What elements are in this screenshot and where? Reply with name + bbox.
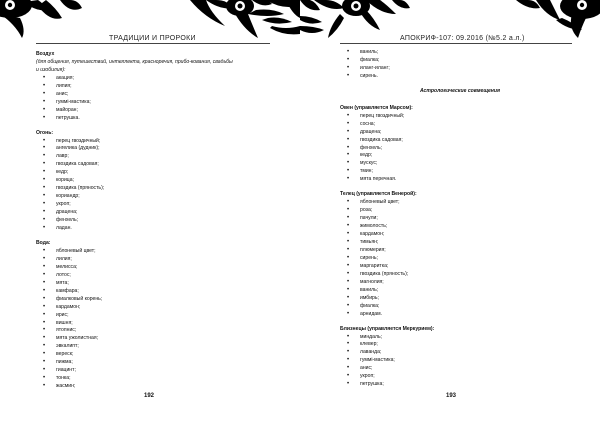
list-item: • фенхель; xyxy=(340,145,580,153)
list-item: • драцена; xyxy=(36,209,276,217)
list-item: • плюмерия; xyxy=(340,247,580,255)
running-head: ТРАДИЦИИ И ПРОРОКИ xyxy=(109,35,196,42)
list-item: • иланг-иланг; xyxy=(340,65,580,73)
list-item: • ирис; xyxy=(36,312,276,320)
list-item: • арнидам. xyxy=(340,311,580,319)
list-item: • гуммі-мастика; xyxy=(340,357,580,365)
list-item: • жасмин; xyxy=(36,383,276,391)
list-item: • лилия; xyxy=(36,256,276,264)
list-item: • перец гвоздичный; xyxy=(340,113,580,121)
list-gemini xyxy=(340,334,580,390)
list-taurus xyxy=(340,199,580,318)
list-item: • фиалка; xyxy=(340,57,580,65)
list-item: • мята; xyxy=(36,280,276,288)
list-top xyxy=(340,49,580,81)
list-item: • укроп; xyxy=(340,373,580,381)
right-column xyxy=(340,49,580,389)
list-item: • драцена; xyxy=(340,129,580,137)
list-item: • ятопнис; xyxy=(36,327,276,335)
list-item: • пачули; xyxy=(340,215,580,223)
list-item: • анис; xyxy=(36,91,276,99)
list-item: • фиалка; xyxy=(340,303,580,311)
list-item: • мята ужолистная; xyxy=(36,335,276,343)
list-item: • мелисса; xyxy=(36,264,276,272)
list-item: • камфара; xyxy=(36,288,276,296)
list-item: • миндаль; xyxy=(340,334,580,342)
list-item: • лавр; xyxy=(36,153,276,161)
list-item: • кедр; xyxy=(340,152,580,160)
list-item: • липия; xyxy=(36,83,276,91)
list-item: • петрушка. xyxy=(36,115,276,123)
list-item: • анис; xyxy=(340,365,580,373)
page-number: 193 xyxy=(446,393,457,399)
list-item: • перец гвоздичный; xyxy=(36,138,276,146)
list-item: • гвоздика (пряность); xyxy=(36,185,276,193)
list-item: • гиацинт; xyxy=(36,367,276,375)
list-item: • ваниль; xyxy=(340,49,580,57)
list-item: • гвоздика садовая; xyxy=(36,161,276,169)
list-item: • маргаритка; xyxy=(340,263,580,271)
list-item: • укроп; xyxy=(36,201,276,209)
section-title-gemini: Близнецы (управляется Меркурием): xyxy=(340,325,435,332)
list-item: • тонка; xyxy=(36,375,276,383)
list-item: • лотос; xyxy=(36,272,276,280)
header-rule xyxy=(36,43,270,44)
list-item: • магнолия; xyxy=(340,279,580,287)
list-item: • лаванда; xyxy=(340,349,580,357)
list-item: • сирень. xyxy=(340,73,580,81)
section-title-taurus: Телец (управляется Венерой): xyxy=(340,191,417,198)
list-item: • роза; xyxy=(340,207,580,215)
section-title-water: Вода: xyxy=(36,239,51,246)
list-item: • эвкалипт; xyxy=(36,343,276,351)
header-rule xyxy=(340,43,572,44)
list-item: • кориандр; xyxy=(36,193,276,201)
list-item: • ваниль; xyxy=(340,287,580,295)
list-water xyxy=(36,248,276,391)
list-air xyxy=(36,75,276,123)
list-item: • гуммі-мастика; xyxy=(36,99,276,107)
list-item: • пижма; xyxy=(36,359,276,367)
list-item: • фенхель; xyxy=(36,217,276,225)
list-aries xyxy=(340,113,580,185)
section-note-air: и изобилия): xyxy=(36,66,66,73)
list-item: • кардамон; xyxy=(340,231,580,239)
list-item: • кардамон; xyxy=(36,304,276,312)
list-item: • ангелика (дудник); xyxy=(36,145,276,153)
list-item: • имбирь; xyxy=(340,295,580,303)
list-item: • мускус; xyxy=(340,160,580,168)
section-title-aries: Овен (управляется Марсом): xyxy=(340,104,413,111)
section-title-fire: Огонь: xyxy=(36,129,54,136)
running-head: АПОКРИФ-107: 09.2016 (№5.2 а.л.) xyxy=(400,35,525,42)
list-item: • акация; xyxy=(36,75,276,83)
list-item: • кедр; xyxy=(36,169,276,177)
list-item: • яблоневый цвет; xyxy=(340,199,580,207)
left-column xyxy=(36,51,276,391)
list-item: • клевер; xyxy=(340,341,580,349)
list-item: • гвоздика садовая; xyxy=(340,137,580,145)
list-item: • тимьян; xyxy=(340,239,580,247)
list-item: • корица; xyxy=(36,177,276,185)
section-heading-astrology: Астрологические совмещения xyxy=(420,87,500,94)
list-item: • ладан. xyxy=(36,225,276,233)
list-item: • сирень; xyxy=(340,255,580,263)
list-item: • петрушка; xyxy=(340,381,580,389)
list-item: • яблоневый цвет; xyxy=(36,248,276,256)
section-note-air: (для общения, путешествий, интеллекта, красноречия, прибо-кования, свадьбы xyxy=(36,58,233,65)
list-fire xyxy=(36,138,276,233)
list-item: • жимолость; xyxy=(340,223,580,231)
list-item: • гвоздика (пряность); xyxy=(340,271,580,279)
list-item: • тмин; xyxy=(340,168,580,176)
list-item: • мята перечная. xyxy=(340,176,580,184)
list-item: • вишня; xyxy=(36,320,276,328)
list-item: • сосна; xyxy=(340,121,580,129)
list-item: • фиалковый корень; xyxy=(36,296,276,304)
section-title-air: Воздух xyxy=(36,51,55,57)
list-item: • вереск; xyxy=(36,351,276,359)
page-number: 192 xyxy=(144,393,155,399)
list-item: • майоран; xyxy=(36,107,276,115)
